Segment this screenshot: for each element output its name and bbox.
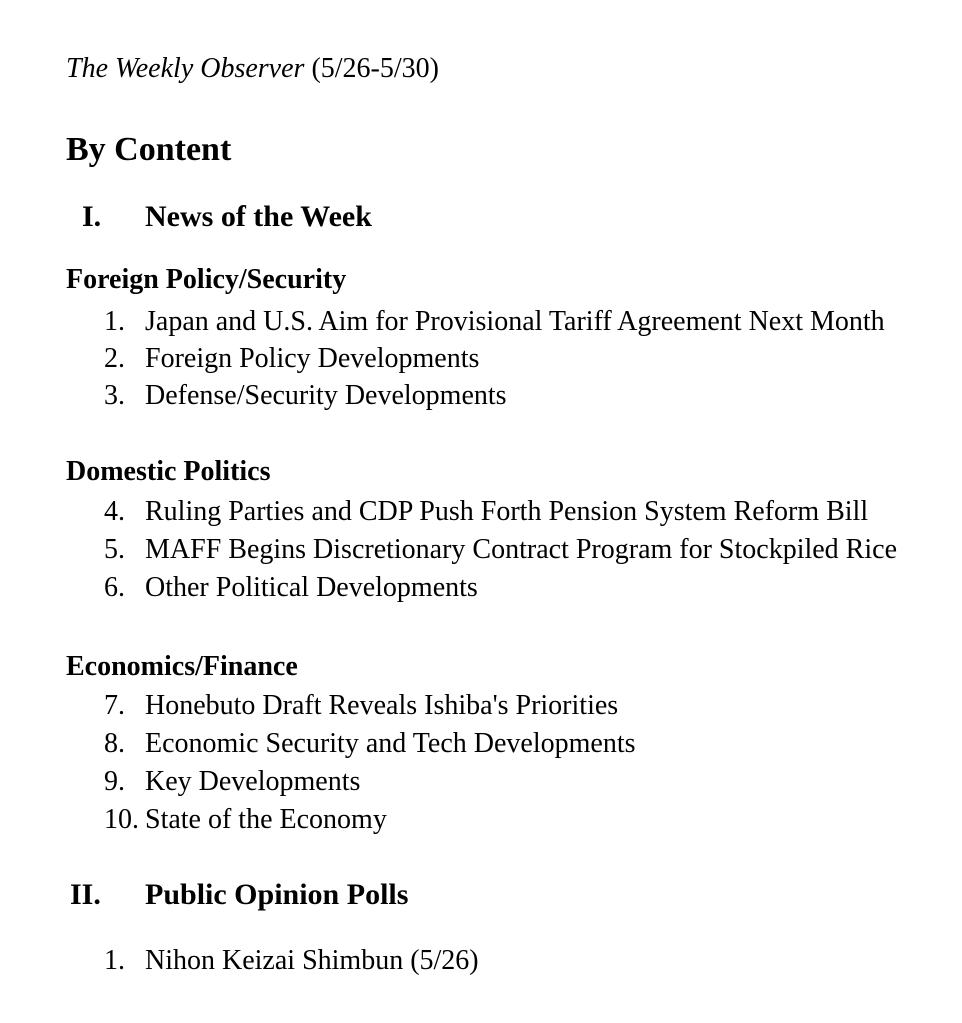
item-title: Economic Security and Tech Developments	[145, 728, 636, 759]
section-heading-foreign-policy: Foreign Policy/Security	[66, 264, 347, 295]
item-number: 4.	[104, 496, 125, 527]
item-title: Honebuto Draft Reveals Ishiba's Priorities	[145, 690, 619, 721]
item-title: Other Political Developments	[145, 572, 478, 603]
toc-item[interactable]	[0, 495, 962, 531]
item-number: 7.	[104, 690, 125, 721]
item-title: Defense/Security Developments	[145, 380, 507, 411]
item-number: 8.	[104, 728, 125, 759]
part-heading-polls	[67, 877, 667, 913]
item-number: 9.	[104, 766, 125, 797]
part-title: News of the Week	[145, 200, 372, 233]
item-number: 2.	[104, 343, 125, 374]
toc-item[interactable]	[0, 689, 962, 725]
part-title: Public Opinion Polls	[145, 878, 409, 911]
section-heading-economics-finance: Economics/Finance	[66, 651, 298, 682]
toc-item[interactable]	[0, 765, 962, 801]
item-number: 6.	[104, 572, 125, 603]
publication-name: The Weekly Observer	[66, 53, 305, 84]
item-number: 1.	[104, 945, 125, 976]
item-number: 5.	[104, 534, 125, 565]
item-title: Key Developments	[145, 766, 361, 797]
part-heading-news	[67, 199, 667, 235]
toc-item[interactable]	[0, 533, 962, 569]
toc-item[interactable]	[0, 944, 962, 980]
part-numeral: I.	[82, 200, 102, 233]
document-title	[66, 52, 439, 86]
item-title: MAFF Begins Discretionary Contract Program for Stockpiled Rice	[145, 534, 897, 565]
item-number: 10.	[104, 804, 139, 835]
item-title: Japan and U.S. Aim for Provisional Tariff Agreement Next Month	[145, 306, 885, 337]
toc-item[interactable]	[0, 803, 962, 839]
toc-item[interactable]	[0, 305, 962, 341]
item-title: Ruling Parties and CDP Push Forth Pension System Reform Bill	[145, 496, 869, 527]
item-number: 1.	[104, 306, 125, 337]
toc-heading: By Content	[66, 131, 232, 168]
toc-item[interactable]	[0, 379, 962, 415]
item-title: State of the Economy	[145, 804, 387, 835]
item-title: Nihon Keizai Shimbun (5/26)	[145, 945, 479, 976]
part-numeral: II.	[70, 878, 101, 911]
section-heading-domestic-politics: Domestic Politics	[66, 456, 271, 487]
toc-item[interactable]	[0, 571, 962, 607]
toc-item[interactable]	[0, 342, 962, 378]
item-number: 3.	[104, 380, 125, 411]
date-range: (5/26-5/30)	[311, 53, 439, 84]
toc-item[interactable]	[0, 727, 962, 763]
item-title: Foreign Policy Developments	[145, 343, 480, 374]
